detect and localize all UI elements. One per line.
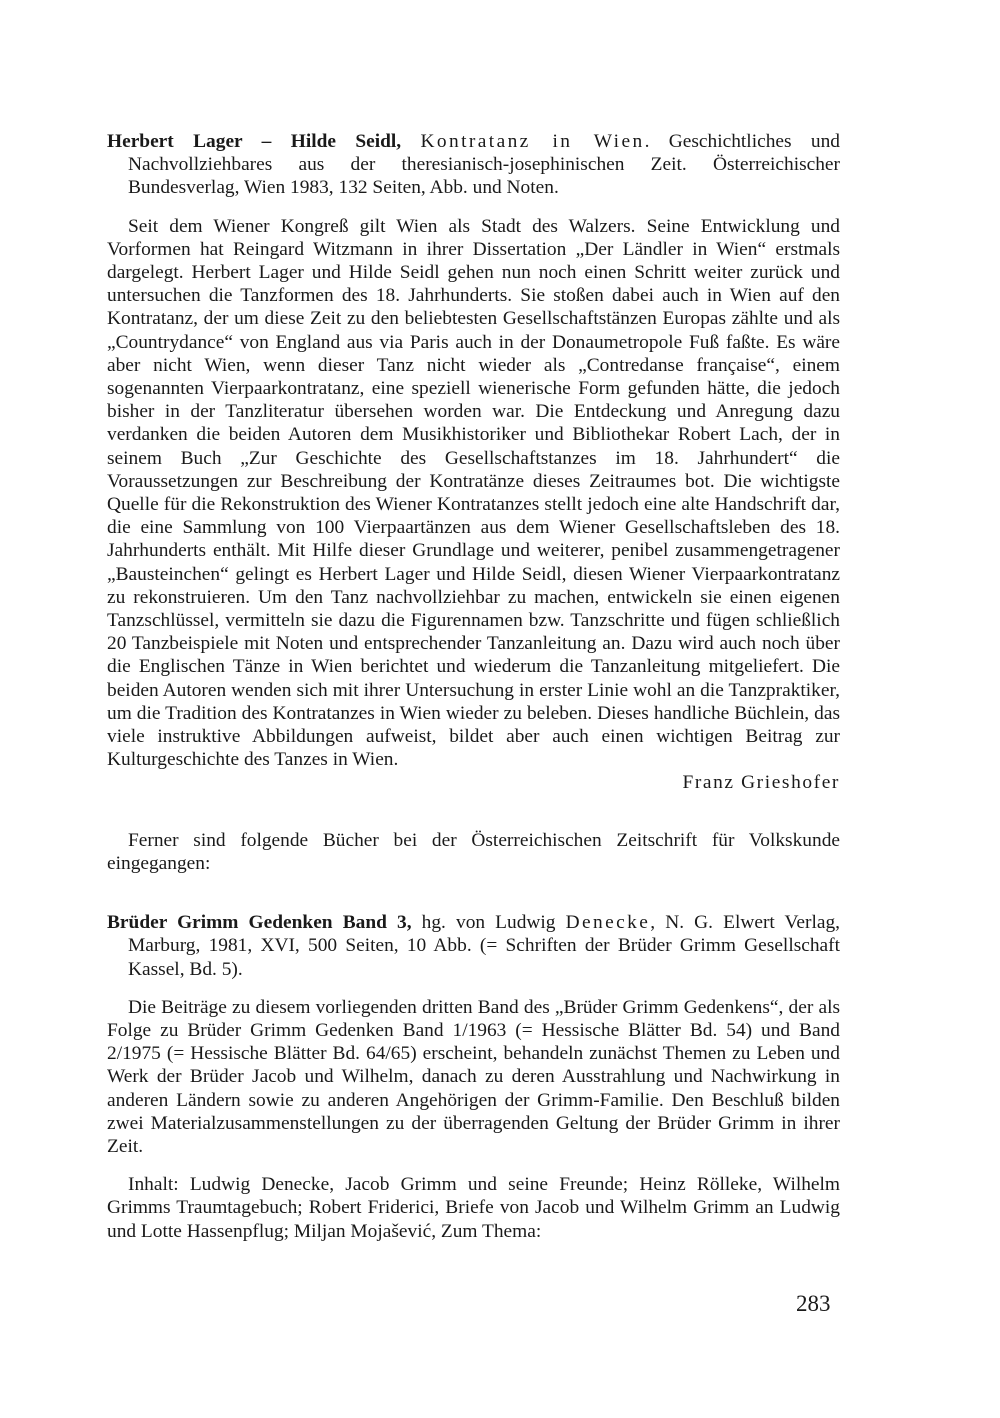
grimm-contents: Inhalt: Ludwig Denecke, Jacob Grimm und seine Freunde; Heinz Rölleke, Wilhelm Grimms Traumtagebuch; Robert Friderici, Briefe von Jacob und Wilhelm Grimm an Ludwig und Lotte Hassenpflug; Miljan Mojašević, Zum Thema: xyxy=(107,1174,840,1242)
review-body-kontratanz: Seit dem Wiener Kongreß gilt Wien als Stadt des Walzers. Seine Entwicklung und Vorformen hat Reingard Witzmann in ihrer Dissertation „Der Ländler in Wien“ erstmals dargelegt. Herbert Lager und Hilde Seidl gehen nun noch einen Schritt weiter zurück und untersuchen die Tanzformen des 18. Jahrhunderts. Sie stoßen dabei auch in Wien auf den Kontratanz, der um diese Zeit zu den beliebtesten Gesellschaftstänzen Europas zählte und als „Countrydance“ von England aus via Paris auch in der Donaumetropole Fuß faßte. Es wäre aber nicht Wien, wenn dieser Tanz nicht wieder als „Contredanse française“, einem sogenannten Vierpaarkontratanz, eine speziell wienerische Form gefunden hätte, die jedoch bisher in der Tanzliteratur übersehen worden war. Die Entdeckung und Anregung dazu verdanken die beiden Autoren dem Musikhistoriker und Bibliothekar Robert Lach, der in seinem Buch „Zur Geschichte des Gesellschaftstanzes im 18. Jahrhundert“ die Voraussetzungen zur Beschreibung der Kontratänze dieses Zeitraumes bot. Die wichtigste Quelle für die Rekonstruktion des Wiener Kontratanzes stellt jedoch eine alte Handschrift dar, die eine Sammlung von 100 Vierpaartänzen aus dem Wiener Gesellschaftsleben des 18. Jahrhunderts enthält. Mit Hilfe dieser Grundlage und weiterer, penibel zusammengetragener „Bausteinchen“ gelingt es Herbert Lager und Hilde Seidl, diesen Wiener Vierpaarkontratanz zu rekonstruieren. Um den Tanz nachvollziehbar zu machen, entwickeln sie einen eigenen Tanzschlüssel, vermitteln sie dazu die Figurennamen bzw. Tanzschritte und fügen schließlich 20 Tanzbeispiele mit Noten und entsprechender Tanzanleitung an. Dazu wird auch noch über die Englischen Tänze in Wien berichtet und wiederum die Tanzanleitung mitgeliefert. Die beiden Autoren wenden sich mit ihrer Untersuchung in erster Linie wohl an die Tanzpraktiker, um die Tradition des Kontratanzes in Wien wieder zu beleben. Dieses handliche Büchlein, das viele instruktive Abbildungen aufweist, bildet aber auch einen wichtigen Beitrag zur Kulturgeschichte des Tanzes in Wien. xyxy=(107,215,840,771)
review-book-title: Kontratanz in Wien xyxy=(420,131,645,152)
review-citation: . Geschichtliches und Nachvollziehbares aus der theresianisch-josephinischen Zeit. Österreichischer Bundesverlag, Wien 1983, 132 Seiten, Abb. und Noten. xyxy=(128,131,840,199)
review-author: Herbert Lager – Hilde Seidl, xyxy=(107,131,402,152)
received-books-note: Ferner sind folgende Bücher bei der Österreichischen Zeitschrift für Volkskunde eingegangen: xyxy=(107,829,840,874)
editor-prefix: hg. von Ludwig xyxy=(421,912,556,934)
review-heading-grimm xyxy=(107,911,840,981)
review-signature: Franz Grieshofer xyxy=(682,772,840,794)
book-title-grimm: Brüder Grimm Gedenken Band 3, xyxy=(107,912,412,934)
review-heading-kontratanz xyxy=(107,130,840,200)
page-number: 283 xyxy=(796,1291,831,1316)
grimm-description: Die Beiträge zu diesem vorliegenden dritten Band des „Brüder Grimm Gedenkens“, der als Folge zu Brüder Grimm Gedenken Band 1/1963 (= Hessische Blätter Bd. 54) und Band 2/1975 (= Hessische Blätter Bd. 64/65) erscheint, behandeln zunächst Themen zu Leben und Werk der Brüder Jacob und Wilhelm, danach zu deren Ausstrahlung und Nachwirkung in anderen Ländern sowie zu anderen Angehörigen der Grimm-Familie. Den Beschluß bilden zwei Materialzusammenstellungen zu der überragenden Geltung der Brüder Grimm in ihrer Zeit. xyxy=(107,996,840,1157)
editor-name: Denecke xyxy=(565,912,651,934)
grimm-citation: , N. G. Elwert Verlag, Marburg, 1981, XVI, 500 Seiten, 10 Abb. (= Schriften der Brüder Grimm Gesellschaft Kassel, Bd. 5). xyxy=(128,912,840,980)
page-content xyxy=(107,130,840,1243)
